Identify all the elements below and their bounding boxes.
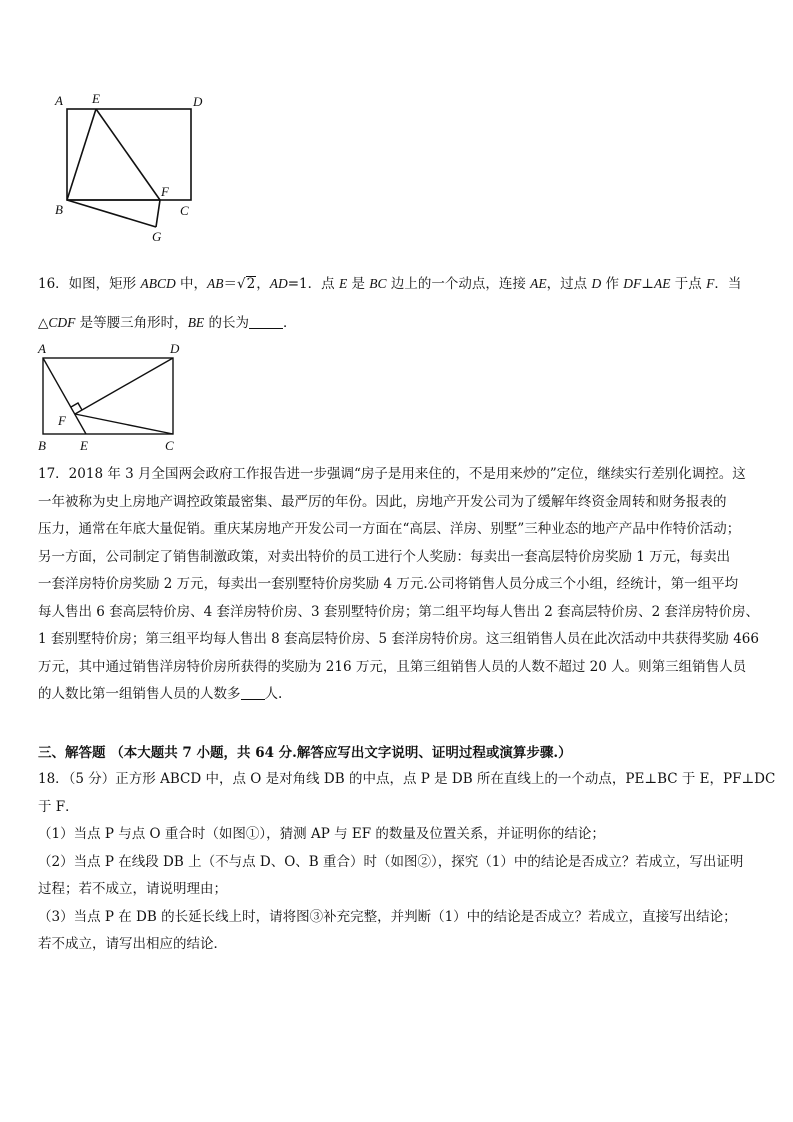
answer-blank-16[interactable]: [249, 314, 283, 329]
figure-rectangle-triangle: [50, 88, 210, 248]
label-d-2: D: [170, 341, 180, 356]
question-18: [38, 766, 776, 959]
label-d: D: [193, 94, 203, 109]
q17-line-2: 一年被称为史上房地产调控政策最密集、最严厉的年份。因此，房地产开发公司为了缓解年终资金周转和财务报表的: [38, 493, 727, 510]
label-e: E: [92, 91, 100, 106]
label-a-2: A: [38, 341, 46, 356]
sqrt-symbol: √: [237, 276, 246, 292]
right-angle-mark: [71, 403, 82, 410]
q18-line-6: （3）当点 P 在 DB 的长延长线上时，请将图③补充完整，并判断（1）中的结论是否成立？若成立，直接写出结论；: [38, 908, 737, 925]
question-16: [38, 270, 754, 337]
q17-line-3: 压力，通常在年底大量促销。重庆某房地产开发公司一方面在“高层、洋房、别墅”三种业态的地产产品中作特价活动；: [38, 521, 741, 537]
question-17: [38, 461, 759, 709]
figure-rectangle-perpendicular: [30, 340, 190, 458]
q18-line-3: （1）当点 P 与点 O 重合时（如图①），猜测 AP 与 EF 的数量及位置关系，并证明你的结论；: [38, 826, 605, 842]
label-g: G: [152, 229, 162, 244]
segment-fg: [156, 200, 160, 227]
label-f: F: [161, 184, 169, 199]
q17-line-4: 另一方面，公司制定了销售制激政策，对卖出特价的员工进行个人奖励：每卖出一套高层特价房奖励 1 万元，每卖出: [38, 548, 731, 565]
q17-line-5: 一套洋房特价房奖励 2 万元，每卖出一套别墅特价房奖励 4 万元.公司将销售人员分成三个小组，经统计，第一组平均: [38, 576, 739, 592]
q17-line-6: 每人售出 6 套高层特价房、4 套洋房特价房、3 套别墅特价房；第二组平均每人售出 2 套高层特价房、2 套洋房特价房、: [38, 603, 759, 620]
q18-line-7: 若不成立，请写出相应的结论．: [38, 936, 227, 952]
q17-line-8: 万元，其中通过销售洋房特价房所获得的奖励为 216 万元，且第三组销售人员的人数不超过 20 人。则第三组销售人员: [38, 658, 747, 675]
label-c-2: C: [165, 438, 174, 453]
q18-line-5: 过程；若不成立，请说明理由；: [38, 881, 227, 897]
q18-line-2: 于 F．: [38, 798, 79, 815]
segment-bg: [67, 200, 156, 227]
rect-abcd: [67, 109, 191, 200]
q18-line-4: （2）当点 P 在线段 DB 上（不与点 D、O、B 重合）时（如图②），探究（1）中的结论是否成立？若成立，写出证明: [38, 853, 744, 870]
label-b: B: [55, 202, 63, 217]
q16-line-2: △CDF 是等腰三角形时，BE 的长为 ．: [38, 314, 297, 331]
q17-line-1: 17．2018 年 3 月全国两会政府工作报告进一步强调“房子是用来住的，不是用来炒的”定位，继续实行差别化调控。这: [38, 466, 746, 482]
q16-line-1: 16．如图，矩形 ABCD 中，AB＝√2，AD=1．点 E 是 BC 边上的一个动点，连接 AE，过点 D 作 DF⊥AE 于点 F．当: [38, 276, 742, 292]
segment-eb: [67, 109, 96, 200]
segment-df: [75, 358, 173, 414]
section-heading: 三、解答题 （本大题共 7 小题，共 64 分.解答应写出文字说明、证明过程或演算步骤.）: [38, 745, 572, 761]
sqrt-value: 2: [246, 276, 256, 292]
answer-blank-17[interactable]: [241, 685, 265, 700]
label-c: C: [180, 203, 189, 218]
label-e-2: E: [80, 438, 88, 453]
segment-fc: [75, 414, 173, 434]
label-f-2: F: [58, 413, 66, 428]
label-a: A: [55, 93, 63, 108]
label-b-2: B: [38, 438, 46, 453]
q17-line-9: 的人数比第一组销售人员的人数多 人.: [38, 686, 283, 702]
q18-line-1: 18．（5 分）正方形 ABCD 中，点 O 是对角线 DB 的中点，点 P 是 DB 所在直线上的一个动点，PE⊥BC 于 E，PF⊥DC: [38, 771, 776, 787]
segment-ef: [96, 109, 160, 200]
q17-line-7: 1 套别墅特价房；第三组平均每人售出 8 套高层特价房、5 套洋房特价房。这三组销售人员在此次活动中共获得奖励 466: [38, 631, 759, 647]
